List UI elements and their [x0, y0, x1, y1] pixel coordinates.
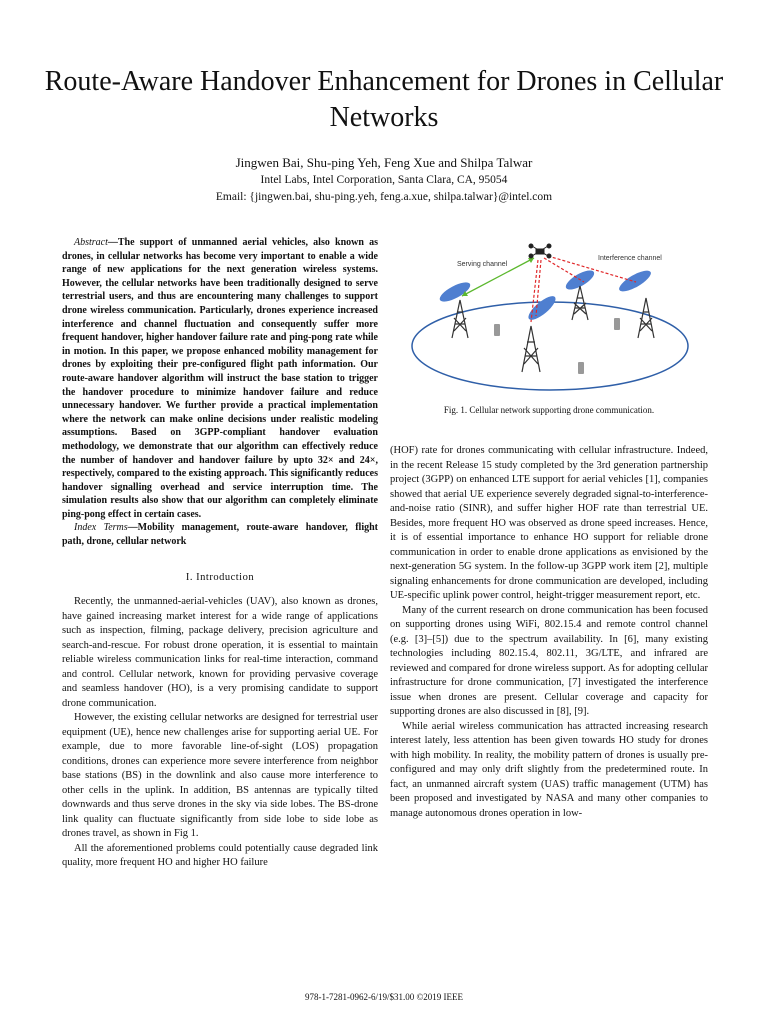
abstract-lead: Abstract: [74, 237, 108, 248]
ground-ue-phone-icon: [494, 324, 500, 336]
index-terms: [62, 521, 378, 548]
copyright-footer: 978-1-7281-0962-6/19/$31.00 ©2019 IEEE: [304, 992, 464, 1002]
index-terms-text: —Mobility management, route-aware handover, flight path, drone, cellular network: [62, 522, 378, 548]
base-station-tower-icon: [452, 300, 468, 338]
ground-ue-phone-icon: [614, 318, 620, 330]
paragraph: However, the existing cellular networks are designed for terrestrial user equipment (UE), hence new challenges arise for supporting aerial UE. For example, due to more favorable line-of-sight (LOS) propagation conditions, drones can experience more severe interference from neighbor base stations (BS) in the downlink and also cause more interference to other cells in the uplink. In addition, BS antennas are typically tilted downwards and thus serve drones in the sky via side lobes. The BS-drone link quality can fluctuate significantly from side lobe to side lobe as drones travel, as shown in Fig 1.: [62, 712, 378, 840]
paragraph: (HOF) rate for drones communicating with cellular infrastructure. Indeed, in the recent Release 15 study completed by the 3rd generation partnership project (3GPP) on enhanced LTE support for aerial vehicles [1], companies showed that aerial UE experience severely degraded signal-to-interference-and-noise ratio (SINR), and suffer higher HOF rate than terrestrial UE. Besides, more frequent HO was observed as drone speed increases. Hence, it is of essential importance to enhance HO support for reliable drone communication in order to enable drone applications as envisioned by the next-generation 5G system. In the follow-up 3GPP work item [2], multiple signaling enhancements for drone communication are developed, including UE-specific uplink power control, height-trigger measurement report, etc.: [390, 445, 708, 601]
paper-authors: Jingwen Bai, Shu-ping Yeh, Feng Xue and Shilpa Talwar: [235, 155, 533, 170]
antenna-lobe: [437, 279, 473, 306]
paper-title: Route-Aware Handover Enhancement for Drones in Cellular Networks: [44, 66, 724, 133]
base-station-tower-icon: [638, 298, 654, 338]
paragraph: Many of the current research on drone communication has been focused on supporting drones using WiFi, 802.15.4 and remote control channel (e.g. [3]–[5]) due to the spectrum availability. In [6], many existing technologies including 802.15.4, 802.11, 3G/LTE, and infrared are reviewed and compared for drone wireless support. As for adopting cellular infrastructure for drone communication, [7] investigated the interference issue when drones are present. Cellular coverage and capacity for supporting drones are also discussed in [8], [9].: [390, 604, 708, 717]
figure-caption: Fig. 1. Cellular network supporting drone communication.: [443, 405, 655, 415]
paragraph: Recently, the unmanned-aerial-vehicles (UAV), also known as drones, have gained increasing market interest for a wide range of applications such as inspection, filming, package delivery, precision agriculture and search-and-rescue. For robust drone operation, it is essential to maintain reliable wireless communication links for real-time interaction, command and control. Cellular network, known for providing pervasive coverage and seamless handover (HO), is a very promising candidate to support drone communication.: [62, 596, 378, 709]
paragraph: All the aforementioned problems could potentially cause degraded link quality, more frequent HO and higher HO failure: [62, 842, 378, 869]
drone-icon: [529, 244, 551, 258]
abstract-text: —The support of unmanned aerial vehicles, also known as drones, in cellular networks has become very important to enable a wide range of new applications for the next generation wireless systems. However, the cellular networks have been traditionally designed to serve terrestrial users, and thus are encountering many challenges to support drone wireless communication. Particularly, drones experience increased interference and channel fluctuation and consequently suffer more frequent handover, higher handover failure rate and ping-pong rate while in motion. In this paper, we propose enhanced mobility management for drones by exploiting their pre-configured flight path information. Our route-aware handover algorithm will instruct the base station to trigger the handover procedure to minimize handover failure and reduce unnecessary handover. We further provide a practical implementation where the network can make online decisions under realistic modeling assumptions. Based on 3GPP-compliant handover evaluation methodology, we demonstrate that our algorithm can effectively reduce the number of handover and handover failure by upto 32× and 24×, respectively, compared to the existing approach. This significantly reduces handover signalling overhead and service interruption time. The simulation results also show that our algorithm can completely eliminate ping-pong effect in certain cases.: [62, 237, 378, 520]
left-column: [62, 236, 378, 871]
serving-channel-label: Serving channel: [457, 261, 508, 268]
index-terms-lead: Index Terms: [74, 522, 128, 534]
abstract: [62, 236, 378, 521]
antenna-lobe: [525, 292, 559, 323]
figure-cellular-network: [400, 238, 700, 398]
base-station-tower-icon: [522, 326, 540, 372]
section-heading-introduction: I. Introduction: [185, 571, 255, 583]
paper-email: Email: {jingwen.bai, shu-ping.yeh, feng.a.xue, shilpa.talwar}@intel.com: [215, 191, 553, 203]
antenna-lobe: [616, 267, 653, 295]
right-column: [390, 444, 708, 821]
paragraph: While aerial wireless communication has attracted increasing research interest lately, less attention has been given towards HO study for drones with high mobility. In reality, the mobility pattern of drones is usually pre-configured and may only drift slightly from the predetermined route. In fact, an unmanned aircraft system (UAS) traffic management (UTM) has been proposed and investigated by NASA and many other companies to manage autonomous drones operation in low-: [390, 720, 708, 819]
interference-channel-label: Interference channel: [598, 255, 662, 262]
coverage-ellipse: [412, 302, 688, 390]
paper-affiliation: Intel Labs, Intel Corporation, Santa Clara, CA, 95054: [260, 174, 508, 186]
ground-ue-phone-icon: [578, 362, 584, 374]
